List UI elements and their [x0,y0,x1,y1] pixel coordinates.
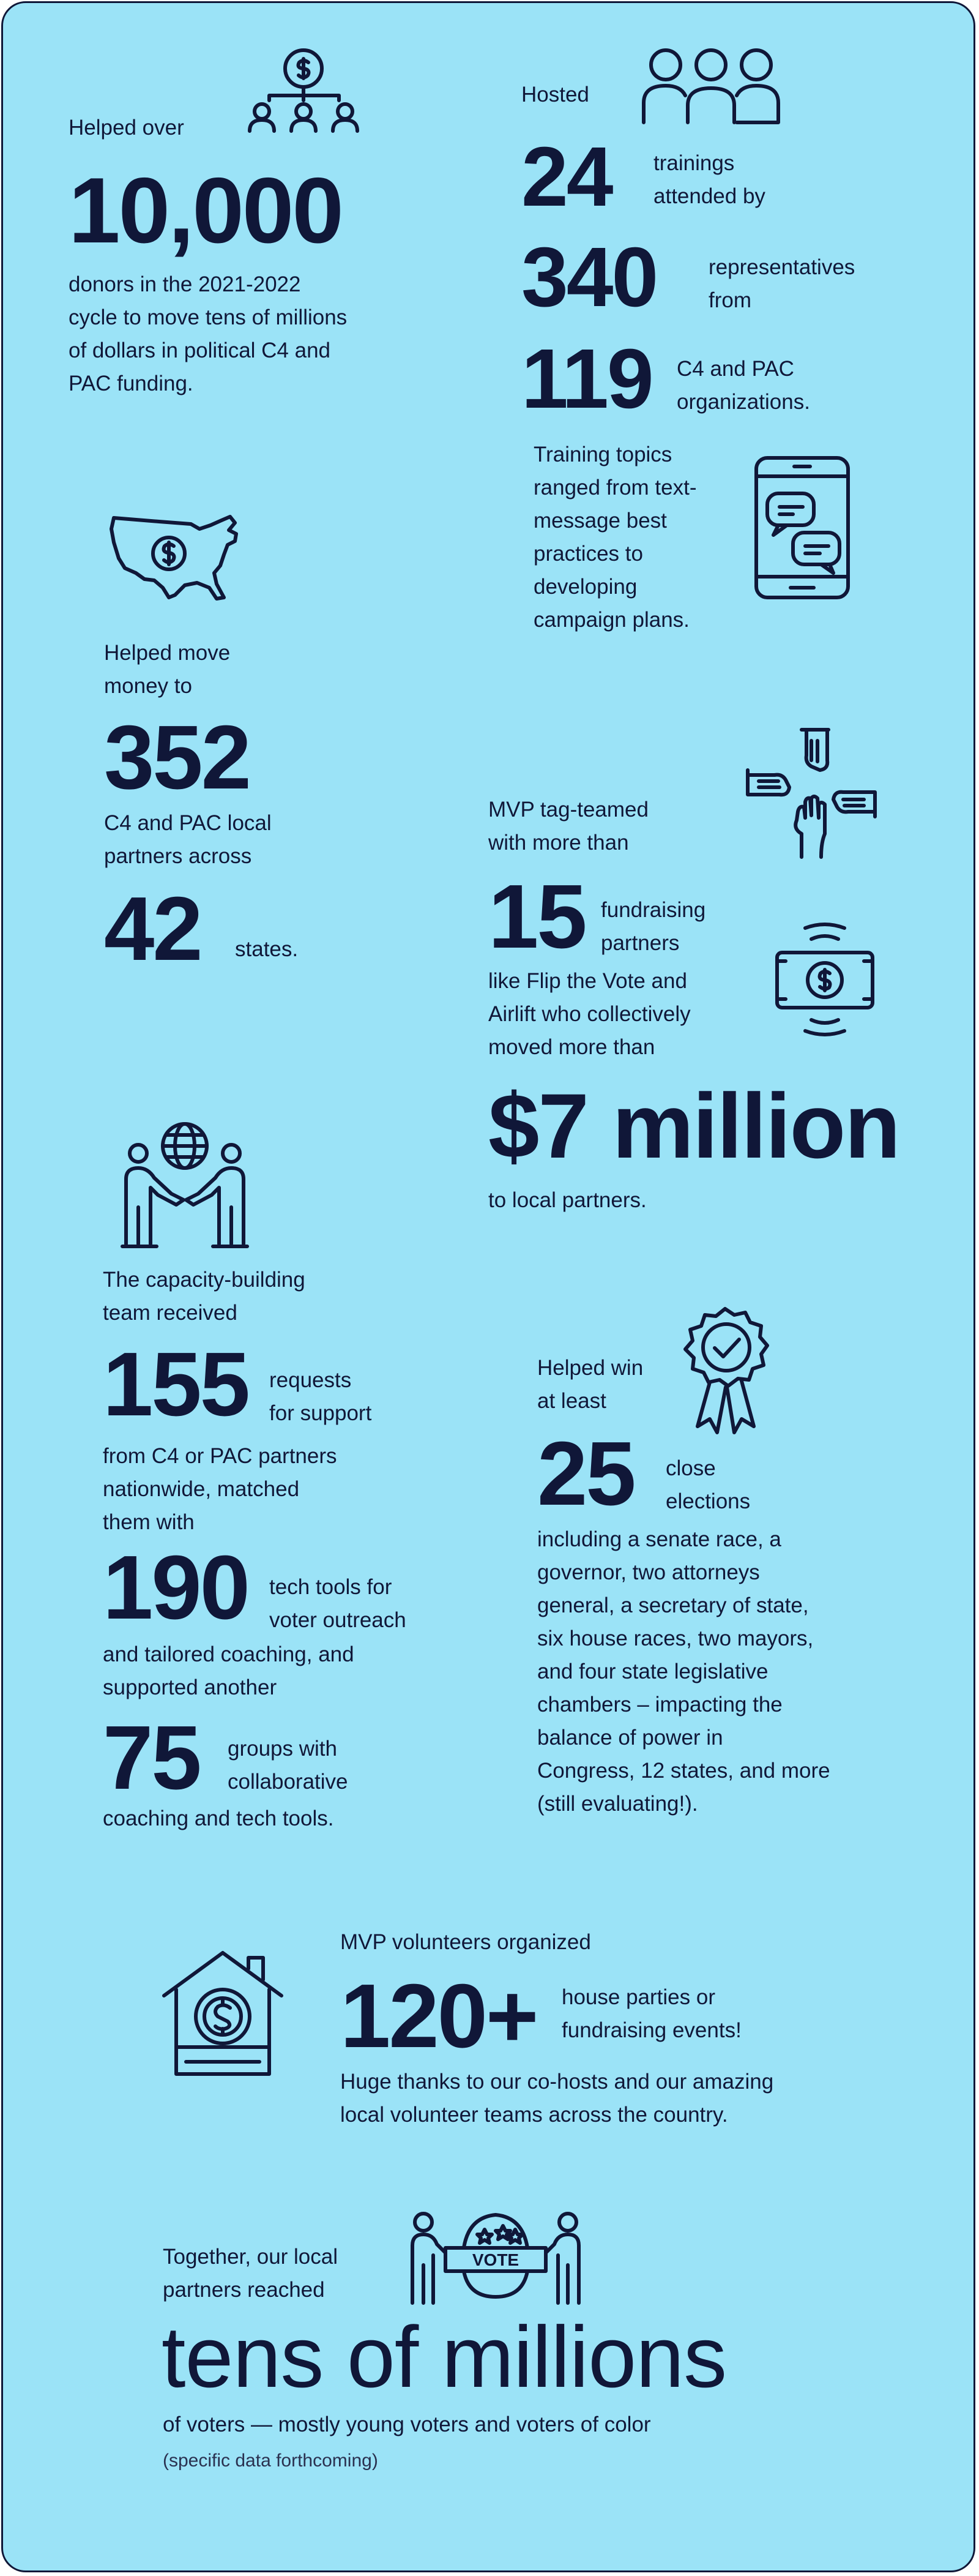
fundraising-partners-number: 15 [488,866,586,967]
voters-description: of voters — mostly young voters and voters of color [163,2413,651,2436]
tech-tools-description: and tailored coaching, and supported another [103,1642,354,1699]
tech-tools-number: 190 [103,1537,248,1638]
hands-together-icon [744,726,879,861]
trainings-intro: Hosted [521,83,589,107]
representatives-number: 340 [521,230,657,324]
organizations-label: C4 and PAC organizations. [677,357,810,414]
donors-intro: Helped over [69,116,184,140]
handshake-globe-icon [120,1121,250,1252]
award-ribbon-icon [679,1306,771,1437]
trainings-number: 24 [521,130,612,224]
house-parties-number: 120+ [340,1966,537,2067]
training-topics-text: Training topics ranged from text- message best practices to developing campaign plans. [534,443,697,632]
local-partners-intro: Helped move money to [104,641,231,698]
capacity-intro: The capacity-building team received [103,1268,305,1325]
vote-banner-icon [405,2211,586,2304]
voters-headline: tens of millions [162,2308,727,2406]
money-moved-amount: $7 million [488,1074,899,1177]
donors-description: donors in the 2021-2022 cycle to move tens of millions of dollars in political C4 and PAC funding. [69,272,348,395]
smartphone-chat-icon [754,455,851,600]
local-partners-number: 352 [104,707,250,808]
states-label: states. [235,937,299,961]
donor-network-icon [247,48,365,132]
house-dollar-icon [162,1950,284,2076]
data-forthcoming-note: (specific data forthcoming) [163,2451,378,2471]
voters-intro: Together, our local partners reached [163,2245,338,2302]
representatives-label: representatives from [709,255,855,312]
fundraising-partners-label: fundraising partners [601,898,706,955]
local-partners-label: C4 and PAC local partners across [104,811,272,868]
house-parties-label: house parties or fundraising events! [562,1985,742,2042]
house-parties-description: Huge thanks to our co-hosts and our amazing local volunteer teams across the country. [340,2070,774,2127]
requests-number: 155 [103,1334,248,1435]
requests-description: from C4 or PAC partners nationwide, matched them with [103,1444,337,1534]
elections-description: including a senate race, a governor, two attorneys general, a secretary of state, six house races, two mayors, and four state legislative chambers – impacting the balance of power in Congress, 12 states, and more (still evaluating!). [537,1527,830,1816]
usa-map-dollar-icon [108,512,250,602]
wireless-payment-icon [772,923,877,1037]
fundraising-intro: MVP tag-teamed with more than [488,798,649,855]
group-of-people-icon [641,47,781,125]
states-number: 42 [104,878,201,979]
elections-label: close elections [666,1456,751,1513]
donors-number: 10,000 [69,159,342,263]
groups-description: coaching and tech tools. [103,1807,334,1830]
tech-tools-label: tech tools for voter outreach [269,1575,406,1632]
groups-number: 75 [103,1707,200,1808]
elections-intro: Helped win at least [537,1356,644,1413]
elections-number: 25 [537,1423,635,1524]
groups-label: groups with collaborative [228,1737,348,1794]
requests-label: requests for support [269,1368,372,1425]
fundraising-description: like Flip the Vote and Airlift who collectively moved more than [488,969,691,1059]
trainings-label: trainings attended by [653,151,765,208]
house-parties-intro: MVP volunteers organized [340,1930,591,1954]
to-local-partners-label: to local partners. [488,1188,647,1212]
organizations-number: 119 [521,332,652,426]
svg-text:VOTE: VOTE [472,2250,519,2269]
